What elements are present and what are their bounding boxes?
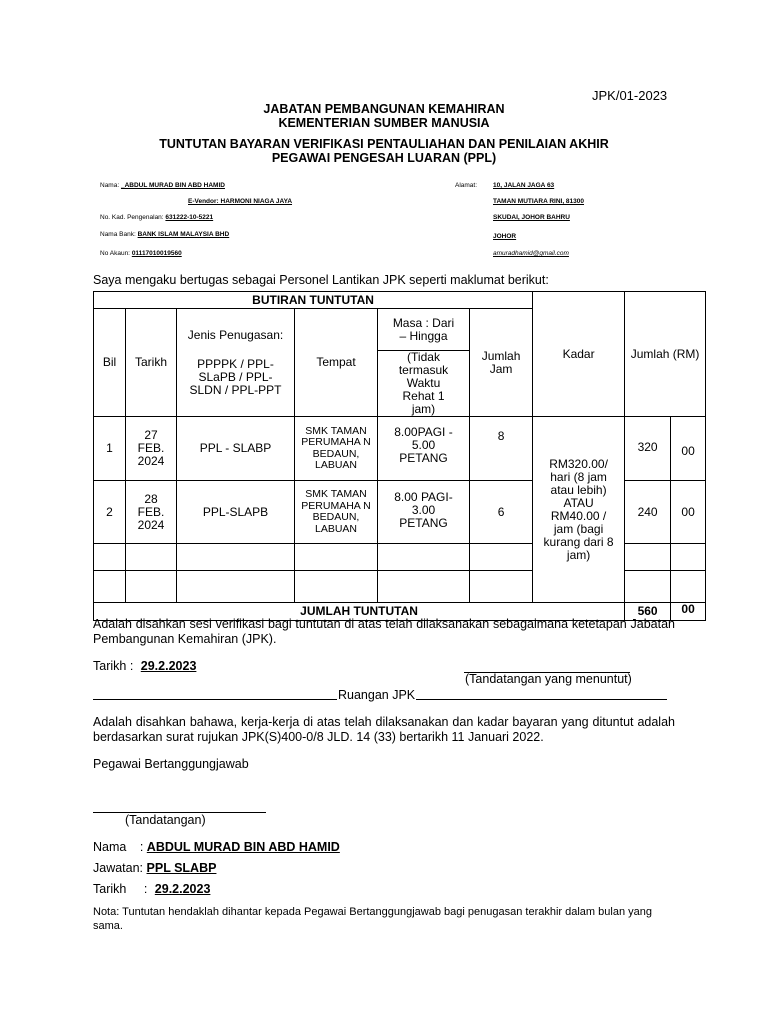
row2-rm: 240 [625,481,671,544]
header-masa-note: (Tidak termasuk Waktu Rehat 1 jam) [378,351,470,417]
footer-jawatan-label: Jawatan: [93,861,144,875]
intro-statement: Saya mengaku bertugas sebagai Personel Lantikan JPK seperti maklumat berikut: [93,273,549,287]
ic-label: No. Kad. Pengenalan: [100,214,164,221]
claimant-signature-label: (Tandatangan yang menuntut) [465,672,632,686]
claim-table [93,291,706,621]
row1-jenis: PPL - SLABP [177,417,295,481]
kadar-rate: RM320.00/ hari (8 jam atau lebih) ATAU RM40.00 / jam (bagi kurang dari 8 jam) [533,417,625,603]
row2-tarikh: 28 FEB. 2024 [126,481,177,544]
row1-tempat: SMK TAMAN PERUMAHA N BEDAUN, LABUAN [295,417,378,481]
tarikh-row [93,659,196,674]
nama-row [100,182,225,190]
alamat-line4: JOHOR [493,233,517,240]
footer-tarikh-value: 29.2.2023 [154,882,211,896]
alamat-line2: TAMAN MUTIARA RINI, 81300 [493,198,585,205]
bank-label: Nama Bank: [100,231,136,238]
ruangan-jpk-label: Ruangan JPK [338,688,416,702]
row1-tarikh: 27 FEB. 2024 [126,417,177,481]
row2-jam: 6 [470,481,533,544]
confirm-statement: Adalah disahkan bahawa, kerja-kerja di atas telah dilaksanakan dan kadar bayaran yang dituntut adalah berdasarkan surat rujukan JPK(S)400-0/8 JLD. 14 (33) bertarikh 11 Januari 2022. [93,715,675,744]
row2-jenis: PPL-SLAPB [177,481,295,544]
tarikh-label: Tarikh : [93,659,134,673]
nama-label: Nama: [100,182,120,189]
footnote: Nota: Tuntutan hendaklah dihantar kepada Pegawai Bertanggungjawab bagi penugasan terakhir dalam bulan yang sama. [93,906,652,932]
akaun-label: No Akaun: [100,250,130,257]
akaun-row [100,250,182,258]
row1-jam: 8 [470,417,533,481]
ic-value: 631222-10-5221 [165,214,214,221]
alamat-label: Alamat: [455,182,478,189]
footer-tarikh-label: Tarikh [93,882,127,896]
alamat-line3: SKUDAI, JOHOR BAHRU [493,214,570,221]
evendor-value: E-Vendor: HARMONI NIAGA JAYA [188,198,293,205]
officer-label: Pegawai Bertanggungjawab [93,757,249,771]
row2-bil: 2 [94,481,126,544]
row2-masa: 8.00 PAGI- 3.00 PETANG [378,481,470,544]
divider-left [93,699,337,700]
verify-statement: Adalah disahkan sesi verifikasi bagi tuntutan di atas telah dilaksanakan sebagaimana ketetapan Jabatan Pembangunan Kemahiran (JPK). [93,617,675,646]
akaun-value: 01117010019560 [131,250,182,257]
row2-sen: 00 [671,481,706,544]
header-bil: Bil [94,309,126,417]
footer-nama-value: ABDUL MURAD BIN ABD HAMID [146,840,340,854]
officer-signature-label: (Tandatangan) [125,813,206,827]
table-title: BUTIRAN TUNTUTAN [94,292,533,309]
department-name: JABATAN PEMBANGUNAN KEMAHIRAN [263,102,505,116]
footer-jawatan-row [93,861,216,876]
header-jenis-penugasan [177,309,295,417]
ic-row [100,214,213,222]
header-jumlah-jam: Jumlah Jam [470,309,533,417]
bank-value: BANK ISLAM MALAYSIA BHD [137,231,230,238]
header-masa: Masa : Dari – Hingga [378,309,470,351]
total-label: JUMLAH TUNTUTAN [94,603,625,621]
divider-right [416,699,667,700]
footer-nama-label: Nama [93,840,127,854]
header-jumlah-rm: Jumlah (RM) [625,292,706,417]
nama-value: _ABDUL MURAD BIN ABD HAMID [120,182,225,189]
header-jenis-label: Jenis Penugasan: [187,327,284,342]
email-value: amuradhamid@gmail.com [493,250,569,257]
row1-bil: 1 [94,417,126,481]
bank-row [100,231,229,239]
footer-nama-row: Nama : ABDUL MURAD BIN ABD HAMID [93,840,340,854]
form-title-line2: PEGAWAI PENGESAH LUARAN (PPL) [271,151,497,165]
table-row [94,417,706,481]
row1-masa: 8.00PAGI - 5.00 PETANG [378,417,470,481]
row1-sen: 00 [671,417,706,481]
total-sen: 00 [671,603,706,621]
form-code: JPK/01-2023 [592,88,668,103]
form-title-line1: TUNTUTAN BAYARAN VERIFIKASI PENTAULIAHAN DAN PENILAIAN AKHIR [159,137,609,151]
footer-jawatan-value: PPL SLABP [146,861,217,875]
row1-rm: 320 [625,417,671,481]
footer-tarikh-row: Tarikh : 29.2.2023 [93,882,211,896]
alamat-line1: 10, JALAN JAGA 63 [493,182,555,189]
header-tempat: Tempat [295,309,378,417]
header-tarikh: Tarikh [126,309,177,417]
ministry-name: KEMENTERIAN SUMBER MANUSIA [278,116,490,130]
total-rm: 560 [625,603,671,621]
row2-tempat: SMK TAMAN PERUMAHA N BEDAUN, LABUAN [295,481,378,544]
header-jenis-options: PPPPK / PPL-SLaPB / PPL-SLDN / PPL-PPT [189,356,282,397]
tarikh-value: 29.2.2023 [140,659,197,673]
header-kadar: Kadar [533,292,625,417]
